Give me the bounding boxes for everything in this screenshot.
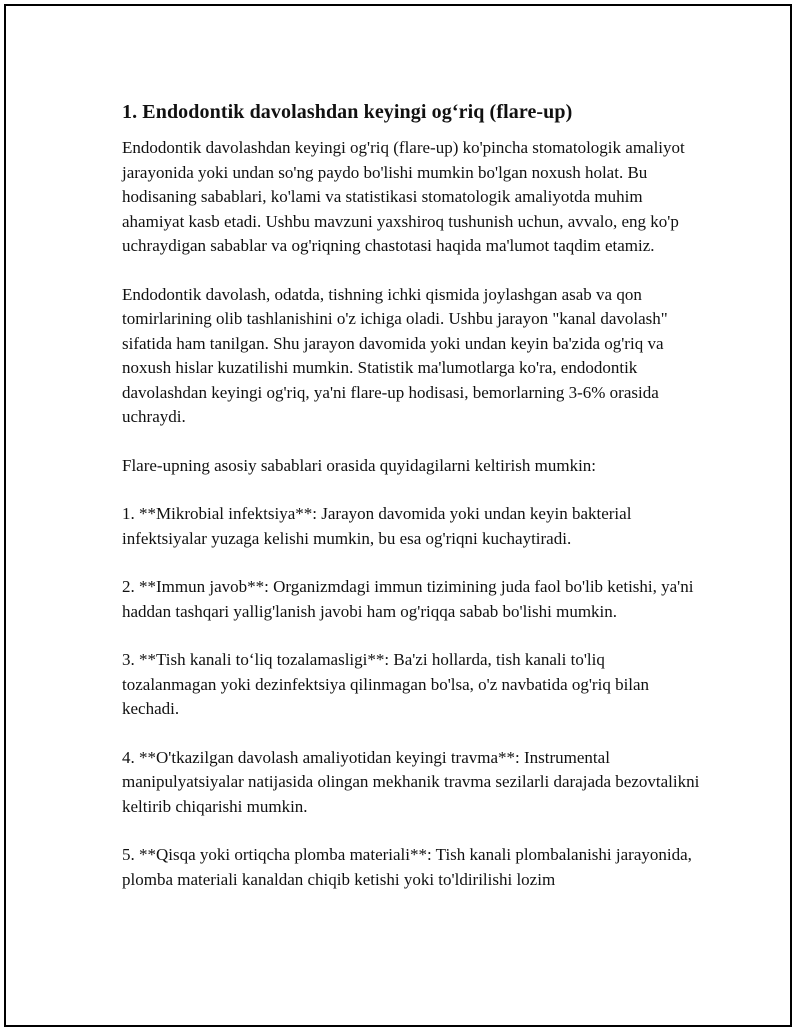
list-item-cause-4: 4. **O'tkazilgan davolash amaliyotidan keyingi travma**: Instrumental manipulyatsiyalar natijasida olingan mekhanik travma sezilarli darajada bezovtalikni keltirib chiqarishi mumkin. (122, 747, 700, 816)
page-frame (4, 4, 792, 1027)
paragraph-intro: Endodontik davolashdan keyingi og'riq (flare-up) ko'pincha stomatologik amaliyot jarayonida yoki undan so'ng paydo bo'lishi mumkin bo'lgan noxush holat. Bu hodisaning sabablari, ko'lami va statistikasi stomatologik amaliyotda muhim ahamiyat kasb etadi. Ushbu mavzuni yaxshiroq tushunish uchun, avvalo, eng ko'p uchraydigan sabablar va og'riqning chastotasi haqida ma'lumot taqdim etamiz. (122, 138, 685, 255)
list-item-cause-5: 5. **Qisqa yoki ortiqcha plomba materiali**: Tish kanali plombalanishi jarayonida, plomba materiali kanaldan chiqib ketishi yoki to'ldirilishi lozim (122, 845, 692, 889)
list-item-cause-2: 2. **Immun javob**: Organizmdagi immun tizimining juda faol bo'lib ketishi, ya'ni haddan tashqari yallig'lanish javobi ham og'riqqa sabab bo'lishi mumkin. (122, 577, 694, 621)
list-item-cause-3: 3. **Tish kanali to‘liq tozalamasligi**: Ba'zi hollarda, tish kanali to'liq tozalanmagan yoki dezinfektsiya qilinmagan bo'lsa, o'z navbatida og'riq bilan kechadi. (122, 650, 650, 718)
paragraph-treatment: Endodontik davolash, odatda, tishning ichki qismida joylashgan asab va qon tomirlarining olib tashlanishini o'z ichiga oladi. Ushbu jarayon "kanal davolash" sifatida ham tanilgan. Shu jarayon davomida yoki undan keyin ba'zida og'riq va noxush hislar kuzatilishi mumkin. Statistik ma'lumotlarga ko'ra, endodontik davolashdan keyingi og'riq, ya'ni flare-up hodisasi, bemorlarning 3-6% orasida uchraydi. (122, 284, 668, 426)
document-body (122, 98, 702, 916)
document-title: 1. Endodontik davolashdan keyingi og‘riq (flare-up) (122, 101, 573, 123)
list-item-cause-1: 1. **Mikrobial infektsiya**: Jarayon davomida yoki undan keyin bakterial infektsiyalar yuzaga kelishi mumkin, bu esa og'riqni kuchaytiradi. (122, 504, 632, 548)
paragraph-causes-intro: Flare-upning asosiy sabablari orasida quyidagilarni keltirish mumkin: (122, 455, 597, 475)
